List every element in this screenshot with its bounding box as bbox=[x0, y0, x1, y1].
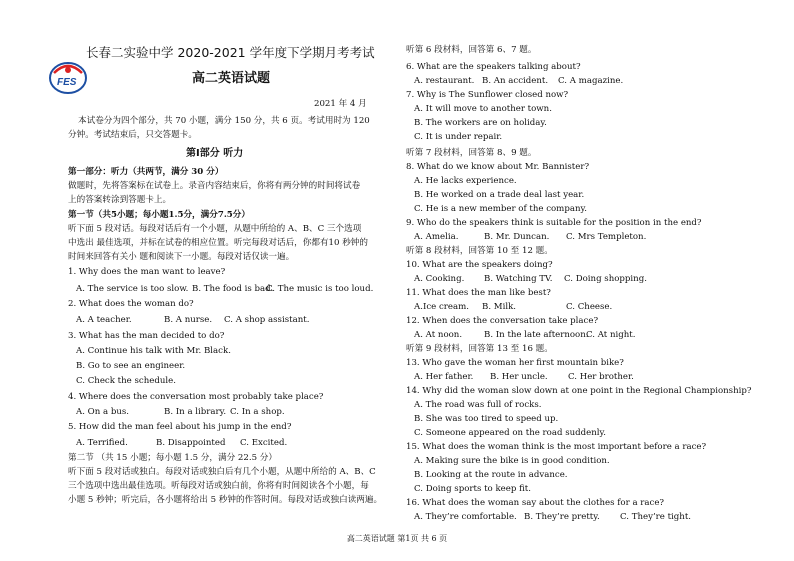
option: C. Someone appeared on the road suddenly. bbox=[414, 428, 606, 438]
option: A. On a bus. bbox=[76, 407, 130, 417]
material-instruction: 听第 7 段材料，回答第 8、9 题。 bbox=[406, 148, 537, 158]
option: B. Watching TV. bbox=[484, 274, 553, 284]
option: C. It is under repair. bbox=[414, 132, 503, 142]
option: C. A magazine. bbox=[558, 76, 624, 86]
question-text: 2. What does the woman do? bbox=[68, 299, 194, 309]
option: B. Disappointed bbox=[156, 438, 226, 448]
question-text: 3. What has the man decided to do? bbox=[68, 331, 225, 341]
question-text: 1. Why does the man want to leave? bbox=[68, 267, 226, 277]
intro-line: 本试卷分为四个部分，共 70 小题，满分 150 分，共 6 页。考试用时为 120 bbox=[78, 116, 370, 126]
option: A. He lacks experience. bbox=[414, 176, 517, 186]
option: C. Excited. bbox=[240, 438, 288, 448]
material-instruction: 听第 9 段材料，回答第 13 至 16 题。 bbox=[406, 344, 553, 354]
option: A. Continue his talk with Mr. Black. bbox=[76, 346, 231, 356]
question-text: 11. What does the man like best? bbox=[406, 288, 551, 298]
instruction-line: 听下面 5 段对话或独白。每段对话或独白后有几个小题，从题中所给的 A、B、C bbox=[68, 467, 376, 477]
option: A. Terrified. bbox=[76, 438, 128, 448]
option: B. Mr. Duncan. bbox=[484, 232, 550, 242]
option: B. Milk. bbox=[482, 302, 517, 312]
option: C. In a shop. bbox=[230, 407, 285, 417]
option: C. They’re tight. bbox=[620, 512, 692, 522]
option: C. Mrs Templeton. bbox=[566, 232, 647, 242]
option: B. Looking at the route in advance. bbox=[414, 470, 568, 480]
intro-line: 分钟。考试结束后，只交答题卡。 bbox=[68, 130, 197, 140]
option: B. They’re pretty. bbox=[524, 512, 600, 522]
option: B. The workers are on holiday. bbox=[414, 118, 547, 128]
exam-title: 长春二实验中学 2020-2021 学年度下学期月考考试 bbox=[86, 45, 375, 60]
option: C. A shop assistant. bbox=[224, 315, 310, 325]
option: A. The road was full of rocks. bbox=[414, 400, 542, 410]
option: A. A teacher. bbox=[76, 315, 132, 325]
option: A. restaurant. bbox=[414, 76, 475, 86]
option: A. At noon. bbox=[414, 330, 463, 340]
instruction-line: 时间来回答有关小 题和阅读下一小题。每段对话仅读一遍。 bbox=[68, 252, 295, 262]
question-text: 5. How did the man feel about his jump in the end? bbox=[68, 422, 292, 432]
instruction-line: 上的答案转涂到答题卡上。 bbox=[68, 195, 172, 205]
option: C. He is a new member of the company. bbox=[414, 204, 587, 214]
part-title: 第Ⅰ部分 听力 bbox=[186, 148, 244, 159]
instruction-line: 中选出 最佳选项，并标在试卷的相应位置。听完每段对话后，你都有10 秒钟的 bbox=[68, 238, 368, 248]
option: A.Ice cream. bbox=[414, 302, 469, 312]
option: A. Making sure the bike is in good condition. bbox=[414, 456, 610, 466]
option: B. He worked on a trade deal last year. bbox=[414, 190, 585, 200]
option: C. Her brother. bbox=[568, 372, 634, 382]
school-logo bbox=[48, 57, 88, 97]
section-heading: 第一节（共5小题；每小题1.5分，满分7.5分） bbox=[68, 210, 250, 220]
question-text: 4. Where does the conversation most probably take place? bbox=[68, 392, 324, 402]
instruction-line: 三个选项中选出最佳选项。听每段对话或独白前，你将有时间阅读各个小题，每 bbox=[68, 481, 369, 491]
instruction-line: 听下面 5 段对话。每段对话后有一个小题，从题中所给的 A、B、C 三个选项 bbox=[68, 224, 362, 234]
instruction-line: 小题 5 秒钟；听完后，各小题将给出 5 秒钟的作答时间。每段对话或独白读两遍。 bbox=[68, 495, 383, 505]
material-instruction: 听第 8 段材料，回答第 10 至 12 题。 bbox=[406, 246, 553, 256]
question-text: 9. Who do the speakers think is suitable for the position in the end? bbox=[406, 218, 702, 228]
option: A. It will move to another town. bbox=[414, 104, 552, 114]
question-text: 7. Why is The Sunflower closed now? bbox=[406, 90, 569, 100]
instruction-line: 做题时，先将答案标在试卷上。录音内容结束后，你将有两分钟的时间将试卷 bbox=[68, 181, 361, 191]
question-text: 6. What are the speakers talking about? bbox=[406, 62, 581, 72]
option: C. Doing shopping. bbox=[564, 274, 647, 284]
option: B. An accident. bbox=[482, 76, 549, 86]
option: C. Cheese. bbox=[566, 302, 613, 312]
option: B. Her uncle. bbox=[490, 372, 548, 382]
option: B. In the late afternoon. bbox=[484, 330, 589, 340]
page-footer: 高二英语试题 第1页 共 6 页 bbox=[346, 534, 448, 543]
option: C. The music is too loud. bbox=[266, 284, 374, 294]
option: C. At night. bbox=[586, 330, 636, 340]
option: B. In a library. bbox=[164, 407, 227, 417]
option: B. The food is bad. bbox=[192, 284, 274, 294]
material-instruction: 听第 6 段材料，回答第 6、7 题。 bbox=[406, 45, 537, 55]
option: C. Doing sports to keep fit. bbox=[414, 484, 531, 494]
option: B. She was too tired to speed up. bbox=[414, 414, 559, 424]
option: B. A nurse. bbox=[164, 315, 213, 325]
question-text: 10. What are the speakers doing? bbox=[406, 260, 553, 270]
logo-text: FES bbox=[57, 77, 77, 88]
section-heading: 第一部分：听力（共两节，满分 30 分） bbox=[68, 167, 224, 177]
option: C. Check the schedule. bbox=[76, 376, 176, 386]
question-text: 12. When does the conversation take place? bbox=[406, 316, 599, 326]
exam-date: 2021 年 4 月 bbox=[314, 99, 367, 109]
question-text: 13. Who gave the woman her first mountain bike? bbox=[406, 358, 624, 368]
option: A. Her father. bbox=[414, 372, 474, 382]
option: A. They’re comfortable. bbox=[414, 512, 517, 522]
option: A. The service is too slow. bbox=[76, 284, 189, 294]
question-text: 8. What do we know about Mr. Bannister? bbox=[406, 162, 590, 172]
question-text: 14. Why did the woman slow down at one point in the Regional Championship? bbox=[406, 386, 752, 396]
option: A. Amelia. bbox=[414, 232, 459, 242]
exam-subtitle: 高二英语试题 bbox=[192, 71, 271, 86]
section-heading: 第二节 （共 15 小题；每小题 1.5 分，满分 22.5 分） bbox=[68, 453, 277, 463]
option: A. Cooking. bbox=[414, 274, 465, 284]
question-text: 16. What does the woman say about the clothes for a race? bbox=[406, 498, 665, 508]
question-text: 15. What does the woman think is the most important before a race? bbox=[406, 442, 707, 452]
option: B. Go to see an engineer. bbox=[76, 361, 186, 371]
